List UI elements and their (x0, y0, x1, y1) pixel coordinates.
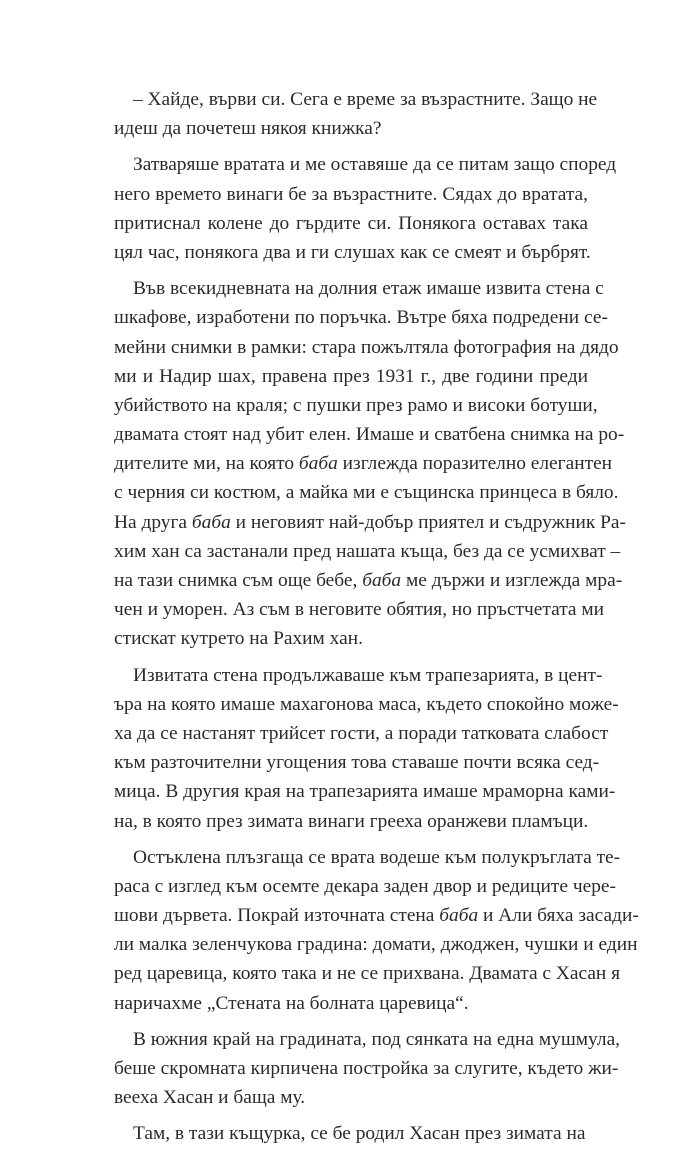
text-line: беше скромната кирпичена постройка за слугите, където жи- (114, 1058, 619, 1079)
text-line: към разточителни угощения това ставаше почти всяка сед- (114, 752, 600, 774)
paragraph (114, 150, 617, 267)
text-line: Във всекидневната на долния етаж имаше извита стена с (133, 278, 604, 300)
text-line: хим хан са застанали пред нашата къща, без да се усмихват – (114, 540, 621, 562)
text-line: шови дървета. Покрай източната стена баба и Али бяха засади- (114, 905, 639, 927)
text-line: В южния край на градината, под сянката на една мушмула, (133, 1028, 621, 1050)
text-line: на тази снимка съм още бебе, баба ме държи и изглежда мра- (114, 570, 623, 591)
text-line: На друга баба и неговият най-добър приятел и съдружник Ра- (114, 511, 626, 533)
text-line: раса с изглед към осемте декара заден двор и редиците чере- (114, 875, 616, 897)
text-line: ли малка зеленчукова градина: домати, джоджен, чушки и един (114, 934, 638, 956)
text-line: ми и Надир шах, правена през 1931 г., две години преди (114, 365, 588, 387)
text-line: двамата стоят над убит елен. Имаше и сватбена снимка на ро- (114, 424, 625, 446)
text-line: ха да се настанят трийсет гости, а поради татковата слабост (114, 722, 609, 744)
text-line: наричахме „Стената на болната царевица“. (114, 992, 469, 1014)
text-line: дителите ми, на която баба изглежда поразително елегантен (114, 453, 613, 475)
text-line: Остъклена плъзгаща се врата водеше към полукръглата те- (133, 846, 621, 868)
text-line: – Хайде, върви си. Сега е време за възрастните. Защо не (133, 89, 598, 110)
paragraph (114, 274, 626, 653)
text-line: ъра на която имаше махагонова маса, където спокойно може- (114, 693, 619, 715)
text-line: чен и уморен. Аз съм в неговите обятия, но пръстчетата ми (114, 599, 605, 621)
text-line: него времето винаги бе за възрастните. Сядах до вратата, (114, 183, 588, 205)
text-line: на, в която през зимата винаги грееха оранжеви пламъци. (114, 810, 589, 832)
text-line: стискат кутрето на Рахим хан. (114, 628, 363, 650)
text-line: убийството на краля; с пушки през рамо и високи ботуши, (114, 394, 598, 416)
paragraph (114, 661, 619, 836)
body-text (114, 85, 639, 1156)
paragraph (114, 1119, 588, 1148)
text-line: с черния си костюм, а майка ми е същинска принцеса в бяло. (114, 482, 619, 504)
paragraph (114, 843, 639, 1018)
text-line: вееха Хасан и баща му. (114, 1087, 306, 1109)
text-line: мейни снимки в рамки: стара пожълтяла фотография на дядо (114, 336, 619, 358)
paragraph (114, 1025, 621, 1113)
text-line: притиснал колене до гърдите си. Понякога оставах така (114, 212, 588, 234)
text-line: шкафове, изработени по поръчка. Вътре бяха подредени се- (114, 307, 608, 329)
text-line: Там, в тази къщурка, се бе родил Хасан през зимата на (133, 1123, 586, 1145)
text-line: Затваряше вратата и ме оставяше да се питам защо според (133, 154, 617, 176)
text-line: цял час, понякога два и ги слушах как се смеят и бърбрят. (114, 241, 591, 263)
text-line: мица. В другия края на трапезарията имаше мраморна ками- (114, 781, 616, 803)
paragraph (114, 85, 598, 143)
text-line: Извитата стена продължаваше към трапезарията, в цент- (133, 664, 603, 686)
text-line: идеш да почетеш някоя книжка? (114, 118, 382, 140)
text-line: ред царевица, която така и не се прихвана. Двамата с Хасан я (114, 963, 621, 985)
